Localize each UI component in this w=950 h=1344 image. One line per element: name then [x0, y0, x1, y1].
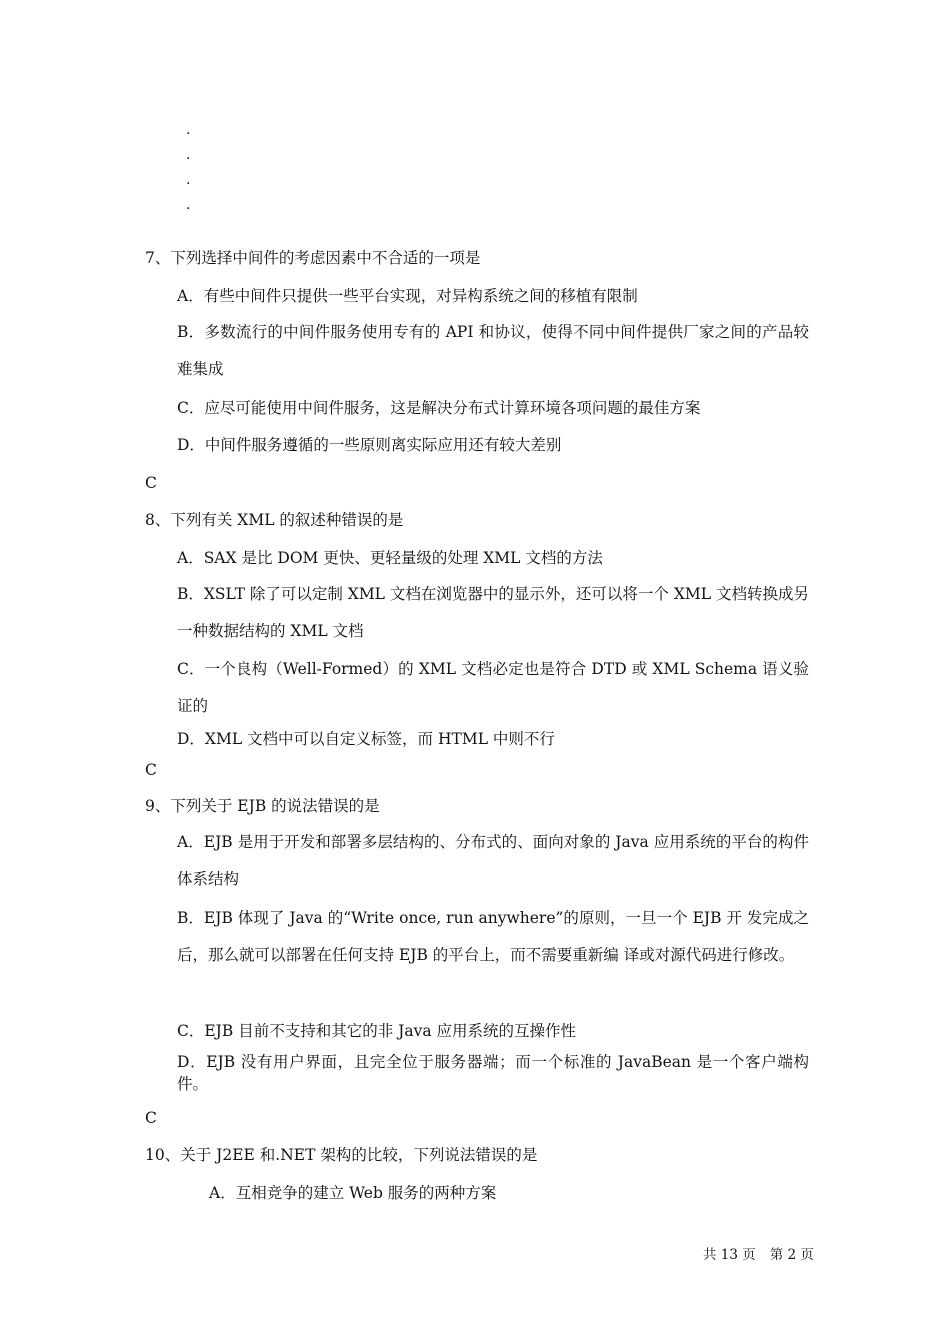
question-7-option-b: B．多数流行的中间件服务使用专有的 API 和协议，使得不同中间件提供厂家之间的产品较难集成 [177, 323, 809, 378]
question-10-option-a: A．互相竞争的建立 Web 服务的两种方案 [209, 1184, 497, 1202]
question-7-answer: C [145, 474, 157, 492]
question-9-option-a: A．EJB 是用于开发和部署多层结构的、分布式的、面向对象的 Java 应用系统的平台的构件体系结构 [177, 833, 809, 888]
bullet-dot: . [186, 172, 191, 188]
question-7-stem: 7、下列选择中间件的考虑因素中不合适的一项是 [145, 249, 481, 267]
question-8-option-a: A．SAX 是比 DOM 更快、更轻量级的处理 XML 文档的方法 [177, 549, 603, 567]
question-8-option-b: B．XSLT 除了可以定制 XML 文档在浏览器中的显示外，还可以将一个 XML 文档转换成另一种数据结构的 XML 文档 [177, 585, 809, 640]
question-8-stem: 8、下列有关 XML 的叙述种错误的是 [145, 511, 404, 529]
question-9-stem: 9、下列关于 EJB 的说法错误的是 [145, 797, 380, 815]
question-9-option-d: D．EJB 没有用户界面，且完全位于服务器端；而一个标准的 JavaBean 是一个客户端构件。 [177, 1053, 809, 1093]
question-10-stem: 10、关于 J2EE 和.NET 架构的比较，下列说法错误的是 [145, 1146, 538, 1164]
bullet-dot: . [186, 197, 191, 213]
bullet-dot: . [186, 122, 191, 138]
question-8-option-c: C．一个良构（Well-Formed）的 XML 文档必定也是符合 DTD 或 XML Schema 语义验证的 [177, 660, 809, 715]
question-8-answer: C [145, 761, 157, 779]
page-current: 第 2 页 [769, 1247, 814, 1263]
question-8-option-d: D．XML 文档中可以自定义标签，而 HTML 中则不行 [177, 730, 555, 748]
question-9-option-c: C．EJB 目前不支持和其它的非 Java 应用系统的互操作性 [177, 1022, 577, 1040]
question-9-option-b: B．EJB 体现了 Java 的“Write once, run anywhere”的原则，一旦一个 EJB 开 发完成之后，那么就可以部署在任何支持 EJB 的平台上，而不需要重新编 译或对源代码进行修改。 [177, 909, 809, 964]
question-7-option-d: D．中间件服务遵循的一些原则离实际应用还有较大差别 [177, 436, 562, 454]
question-9-answer: C [145, 1109, 157, 1127]
page-total: 共 13 页 [703, 1247, 756, 1263]
bullet-dot: . [186, 147, 191, 163]
page-footer [703, 1243, 814, 1263]
question-7-option-c: C．应尽可能使用中间件服务，这是解决分布式计算环境各项问题的最佳方案 [177, 399, 701, 417]
question-7-option-a: A．有些中间件只提供一些平台实现，对异构系统之间的移植有限制 [177, 287, 638, 305]
